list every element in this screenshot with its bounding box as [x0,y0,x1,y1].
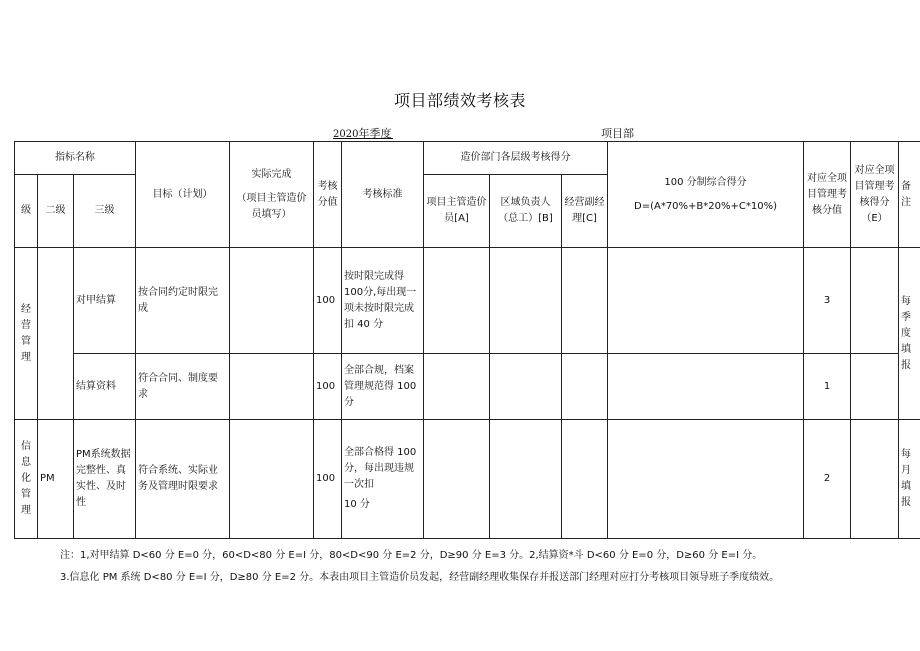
level3-cell: 结算资料 [74,354,136,420]
pm-score-e-header: 对应全项目管理考核得分（E） [851,142,899,248]
table-row [15,420,920,539]
composite-header [608,142,804,248]
criteria-text: 全部合格得 100 分，每出现违规一次扣 [344,447,417,490]
note-line-2: 3.信息化 PM 系统 D<80 分 E=I 分，D≥80 分 E=2 分。本表由项目主管造价员发起，经营副经理收集保存并报送部门经理对应打分考核项目领导班子季度绩效。 [60,572,780,583]
criteria-cell: 按时限完成得100分,每出现一项未按时限完成扣 40 分 [342,248,424,354]
target-cell: 符合合同、制度要求 [136,354,230,420]
score-cell: 100 [314,420,342,539]
pm-value-cell: 1 [804,354,851,420]
actual-header [230,142,314,248]
level1-cell: 信息化管理 [15,420,38,539]
composite-cell[interactable] [608,354,804,420]
composite-cell[interactable] [608,420,804,539]
remark-cell: 每月填报 [899,420,920,539]
target-cell: 按合同约定时限完成 [136,248,230,354]
criteria-header: 考核标准 [342,142,424,248]
quarter-label: 年季度 [358,127,392,140]
pm-score-e-cell[interactable] [851,354,899,420]
note-line-1: 注：1,对甲结算 D<60 分 E=0 分，60<D<80 分 E=I 分，80<D<90 分 E=2 分，D≥90 分 E=3 分。2,结算资*斗 D<60 分 E=0 分，D≥60 分 E=I 分。 [60,550,763,561]
target-header: 目标（计划） [136,142,230,248]
composite-formula: D=(A*70%+B*20%+C*10%) [634,200,778,212]
actual-cell[interactable] [230,420,314,539]
score-c-cell[interactable] [562,248,608,354]
col-c-header: 经营副经理[C] [562,175,608,248]
table-row [15,248,920,354]
score-cell: 100 [314,354,342,420]
criteria-cell: 全部合规，档案管理规范得 100 分 [342,354,424,420]
score-a-cell[interactable] [424,420,490,539]
remark-header: 备注 [899,142,920,248]
score-c-cell[interactable] [562,420,608,539]
score-value-header: 考核分值 [314,142,342,248]
col-a-header: 项目主管造价员[A] [424,175,490,248]
table-row [15,354,920,420]
actual-cell[interactable] [230,354,314,420]
header-row-1 [15,142,920,175]
level2-cell: PM [38,420,74,539]
year-underline [333,138,393,139]
actual-cell[interactable] [230,248,314,354]
pm-score-header: 对应全项目管理考核分值 [804,142,851,248]
level2-cell [38,248,74,420]
score-b-cell[interactable] [490,248,562,354]
pm-score-e-cell[interactable] [851,248,899,354]
score-b-cell[interactable] [490,420,562,539]
level1-cell: 经营管理 [15,248,38,420]
target-cell: 符合系统、实际业务及管理时限要求 [136,420,230,539]
pm-value-cell: 3 [804,248,851,354]
actual-title: 实际完成 [251,168,292,180]
level3-cell: 对甲结算 [74,248,136,354]
score-cell: 100 [314,248,342,354]
dept-scores-header: 造价部门各层级考核得分 [424,142,608,175]
criteria-tail: 10 分 [344,499,370,510]
level3-header: 三级 [74,175,136,248]
pm-value-cell: 2 [804,420,851,539]
pm-score-e-cell[interactable] [851,420,899,539]
score-a-cell[interactable] [424,354,490,420]
indicator-name-header: 指标名称 [15,142,136,175]
actual-note: （项目主管造价员填写） [236,192,307,220]
col-b-header: 区域负责人（总工）[B] [490,175,562,248]
department-label: 项目部 [601,127,634,140]
criteria-cell [342,420,424,539]
year-value: 2020 [333,129,359,140]
score-c-cell[interactable] [562,354,608,420]
level2-header: 二级 [38,175,74,248]
assessment-table [14,141,920,539]
score-a-cell[interactable] [424,248,490,354]
page-title: 项目部绩效考核表 [393,91,526,110]
level1-header: 级 [15,175,38,248]
level3-cell: PM系统数据完整性、真实性、及时性 [74,420,136,539]
composite-title: 100 分制综合得分 [664,176,747,188]
composite-cell[interactable] [608,248,804,354]
score-b-cell[interactable] [490,354,562,420]
remark-cell: 每季度填报 [899,248,920,420]
